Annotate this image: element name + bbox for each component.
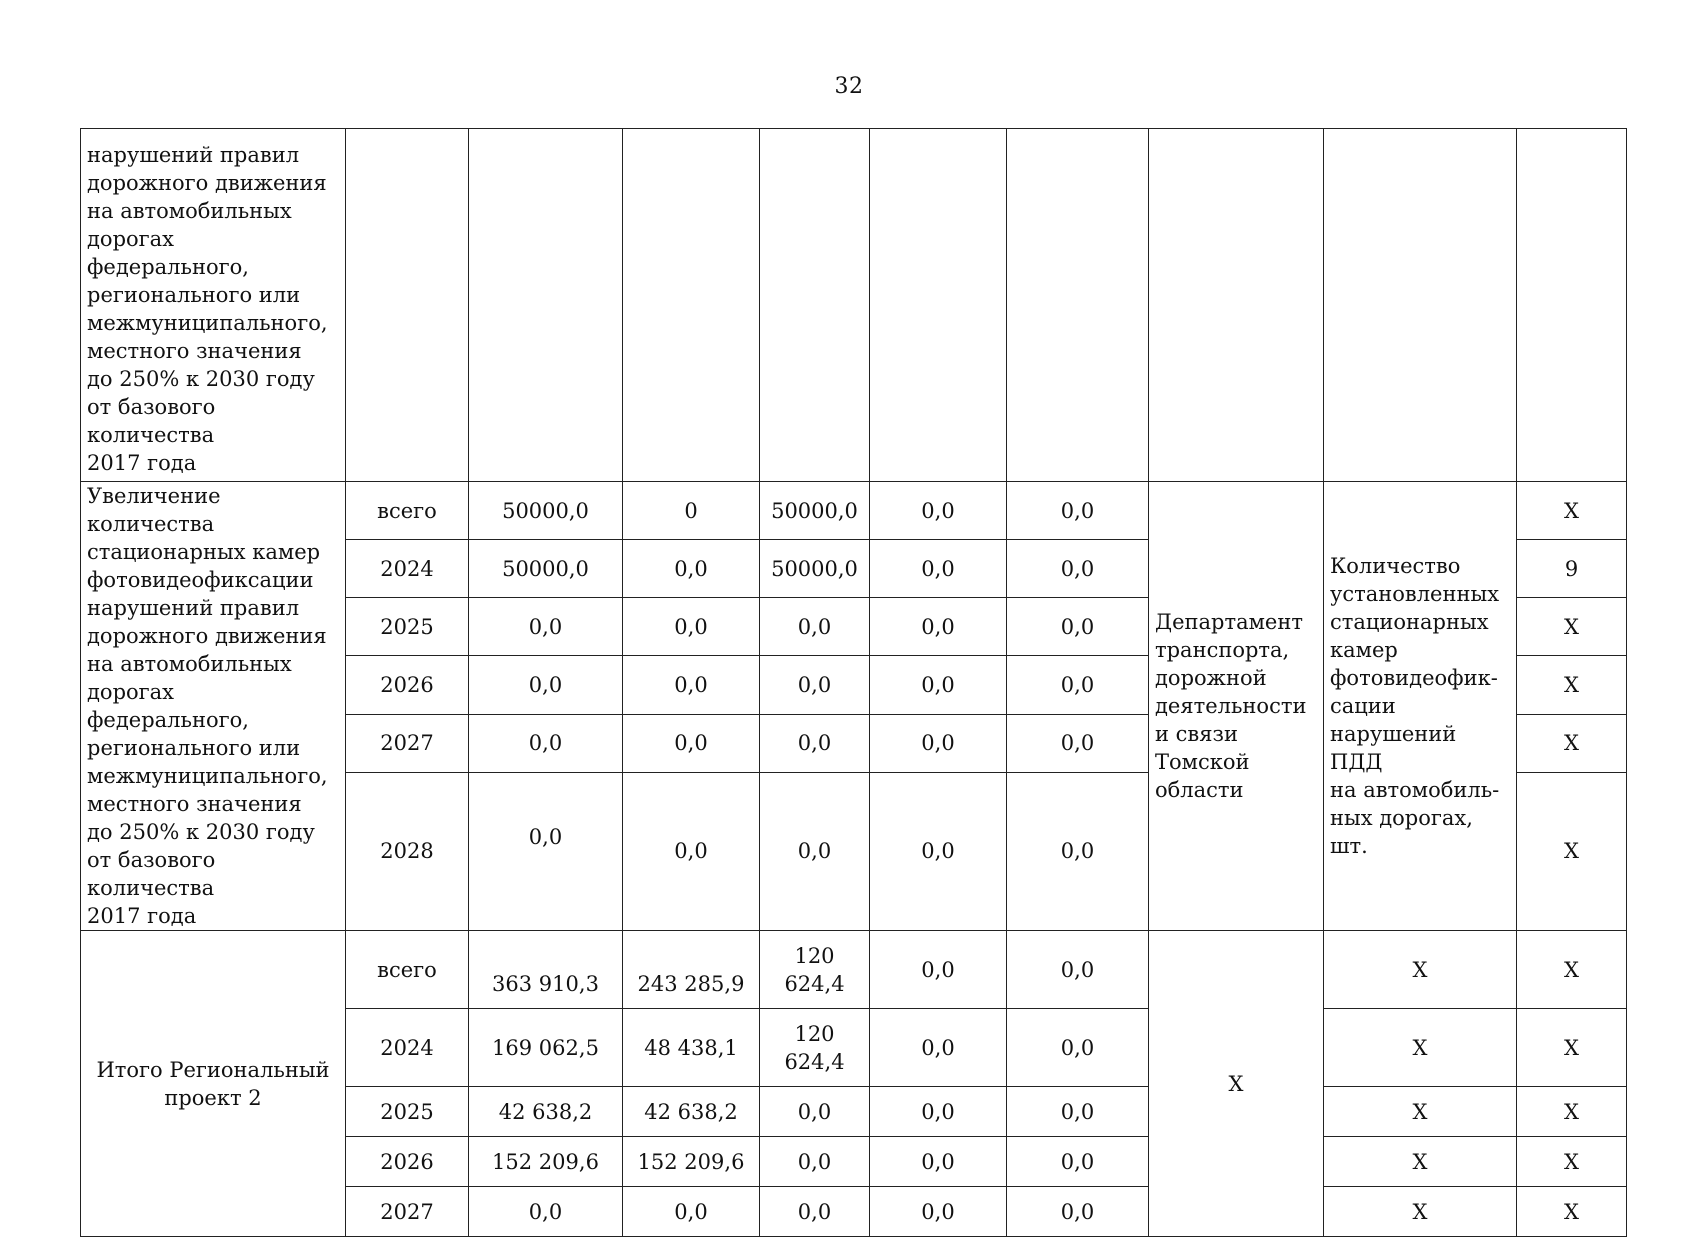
funding-cell: 0,0 (1007, 1137, 1149, 1187)
funding-cell: 50000,0 (760, 482, 870, 540)
table-row (81, 482, 1627, 540)
funding-cell: 0,0 (870, 714, 1007, 772)
funding-cell: 0,0 (1007, 1087, 1149, 1137)
executor-text: X (1228, 1071, 1244, 1096)
indicator-value-cell: X (1517, 714, 1627, 772)
funding-cell: 0,0 (870, 598, 1007, 656)
total-cell: 42 638,2 (469, 1087, 623, 1137)
funding-cell: 0,0 (623, 540, 760, 598)
funding-cell: 0,0 (760, 1187, 870, 1237)
funding-cell: 0,0 (870, 1137, 1007, 1187)
funding-cell (623, 931, 760, 1009)
funding-cell: 0 (623, 482, 760, 540)
total-cell: 0,0 (469, 714, 623, 772)
total-cell: 0,0 (469, 656, 623, 714)
indicator-cell: X (1324, 1087, 1517, 1137)
funding-cell: 152 209,6 (623, 1137, 760, 1187)
funding-cell: 0,0 (870, 656, 1007, 714)
funding-cell: 50000,0 (760, 540, 870, 598)
year-cell: 2027 (346, 714, 469, 772)
indicator-cell (1324, 482, 1517, 931)
year-cell: 2025 (346, 598, 469, 656)
indicator-value-cell: X (1517, 598, 1627, 656)
funding-cell: 0,0 (1007, 714, 1149, 772)
funding-cell: 0,0 (1007, 772, 1149, 930)
total-value: 363 910,3 (492, 971, 599, 996)
continuation-text-cell (81, 129, 346, 482)
funding-cell: 0,0 (760, 772, 870, 930)
indicator-value-cell: X (1517, 656, 1627, 714)
funding-value: 120 624,4 (784, 1021, 845, 1074)
indicator-value-cell: X (1517, 482, 1627, 540)
total-title-cell (81, 931, 346, 1237)
funding-cell: 0,0 (870, 1009, 1007, 1087)
funding-cell: 0,0 (870, 772, 1007, 930)
indicator-value-cell: X (1517, 772, 1627, 930)
continuation-text: нарушений правил дорожного движения на автомобильных дорогах федерального, регионального или межмуниципального, местного значения до 250% к 2030 году от базового количества 2017 года (87, 143, 328, 475)
funding-cell: 0,0 (870, 1087, 1007, 1137)
empty-cell (760, 129, 870, 482)
empty-cell (1517, 129, 1627, 482)
indicator-cell: X (1324, 1009, 1517, 1087)
year-cell: 2027 (346, 1187, 469, 1237)
year-cell: 2024 (346, 1009, 469, 1087)
total-cell: 50000,0 (469, 540, 623, 598)
funding-cell: 0,0 (870, 540, 1007, 598)
empty-cell (346, 129, 469, 482)
total-cell: 152 209,6 (469, 1137, 623, 1187)
total-cell: 0,0 (469, 598, 623, 656)
funding-cell (760, 1009, 870, 1087)
empty-cell (870, 129, 1007, 482)
funding-cell: 0,0 (760, 1087, 870, 1137)
executor-cell (1149, 931, 1324, 1237)
funding-cell: 0,0 (870, 482, 1007, 540)
funding-cell: 0,0 (623, 714, 760, 772)
year-cell: 2024 (346, 540, 469, 598)
total-cell: 50000,0 (469, 482, 623, 540)
year-cell: всего (346, 931, 469, 1009)
funding-cell: 0,0 (760, 656, 870, 714)
event-title: Увеличение количества стационарных камер фотовидеофиксации нарушений правил дорожного движения на автомобильных дорогах федерального, регионального или межмуниципального, местного значения до 250% к 2030 году от базового количества 2017 года (87, 484, 328, 928)
funding-cell: 0,0 (1007, 482, 1149, 540)
funding-cell: 0,0 (870, 931, 1007, 1009)
indicator-value-cell: X (1517, 1087, 1627, 1137)
indicator-value-cell: X (1517, 1187, 1627, 1237)
total-cell: 169 062,5 (469, 1009, 623, 1087)
event-title-cell (81, 482, 346, 931)
table-row (81, 931, 1627, 1009)
indicator-value-cell: 9 (1517, 540, 1627, 598)
funding-cell: 0,0 (1007, 656, 1149, 714)
indicator-cell: X (1324, 931, 1517, 1009)
empty-cell (623, 129, 760, 482)
total-cell: 0,0 (469, 1187, 623, 1237)
year-cell: 2026 (346, 656, 469, 714)
funding-cell: 0,0 (1007, 1009, 1149, 1087)
year-cell: 2025 (346, 1087, 469, 1137)
total-value: 0,0 (528, 825, 563, 850)
funding-value: 120 624,4 (784, 943, 845, 996)
indicator-text: Количество установленных стационарных камер фотовидеофик- сации нарушений ПДД на автомобиль- ных дорогах, шт. (1330, 554, 1500, 858)
indicator-value-cell: X (1517, 931, 1627, 1009)
funding-cell: 0,0 (760, 598, 870, 656)
funding-cell: 0,0 (623, 656, 760, 714)
year-cell: 2026 (346, 1137, 469, 1187)
indicator-value-cell: X (1517, 1009, 1627, 1087)
continuation-row (81, 129, 1627, 482)
funding-cell: 0,0 (760, 714, 870, 772)
total-cell (469, 772, 623, 930)
total-cell (469, 931, 623, 1009)
indicator-value-cell: X (1517, 1137, 1627, 1187)
empty-cell (1324, 129, 1517, 482)
year-cell: всего (346, 482, 469, 540)
empty-cell (469, 129, 623, 482)
funding-cell: 48 438,1 (623, 1009, 760, 1087)
year-cell: 2028 (346, 772, 469, 930)
funding-cell: 0,0 (1007, 931, 1149, 1009)
funding-cell: 0,0 (1007, 598, 1149, 656)
page-number: 32 (834, 74, 864, 99)
empty-cell (1007, 129, 1149, 482)
funding-cell: 0,0 (760, 1137, 870, 1187)
executor-cell (1149, 482, 1324, 931)
indicator-cell: X (1324, 1137, 1517, 1187)
funding-cell (760, 931, 870, 1009)
funding-cell: 0,0 (623, 598, 760, 656)
indicator-cell: X (1324, 1187, 1517, 1237)
funding-cell: 0,0 (870, 1187, 1007, 1237)
funding-cell: 0,0 (1007, 1187, 1149, 1237)
funding-cell: 42 638,2 (623, 1087, 760, 1137)
funding-cell: 0,0 (623, 772, 760, 930)
total-title: Итого Региональный проект 2 (96, 1057, 330, 1110)
budget-table (80, 128, 1627, 1237)
funding-value: 243 285,9 (637, 971, 745, 996)
funding-cell: 0,0 (1007, 540, 1149, 598)
funding-cell: 0,0 (623, 1187, 760, 1237)
empty-cell (1149, 129, 1324, 482)
executor-text: Департамент транспорта, дорожной деятельности и связи Томской области (1155, 610, 1307, 802)
